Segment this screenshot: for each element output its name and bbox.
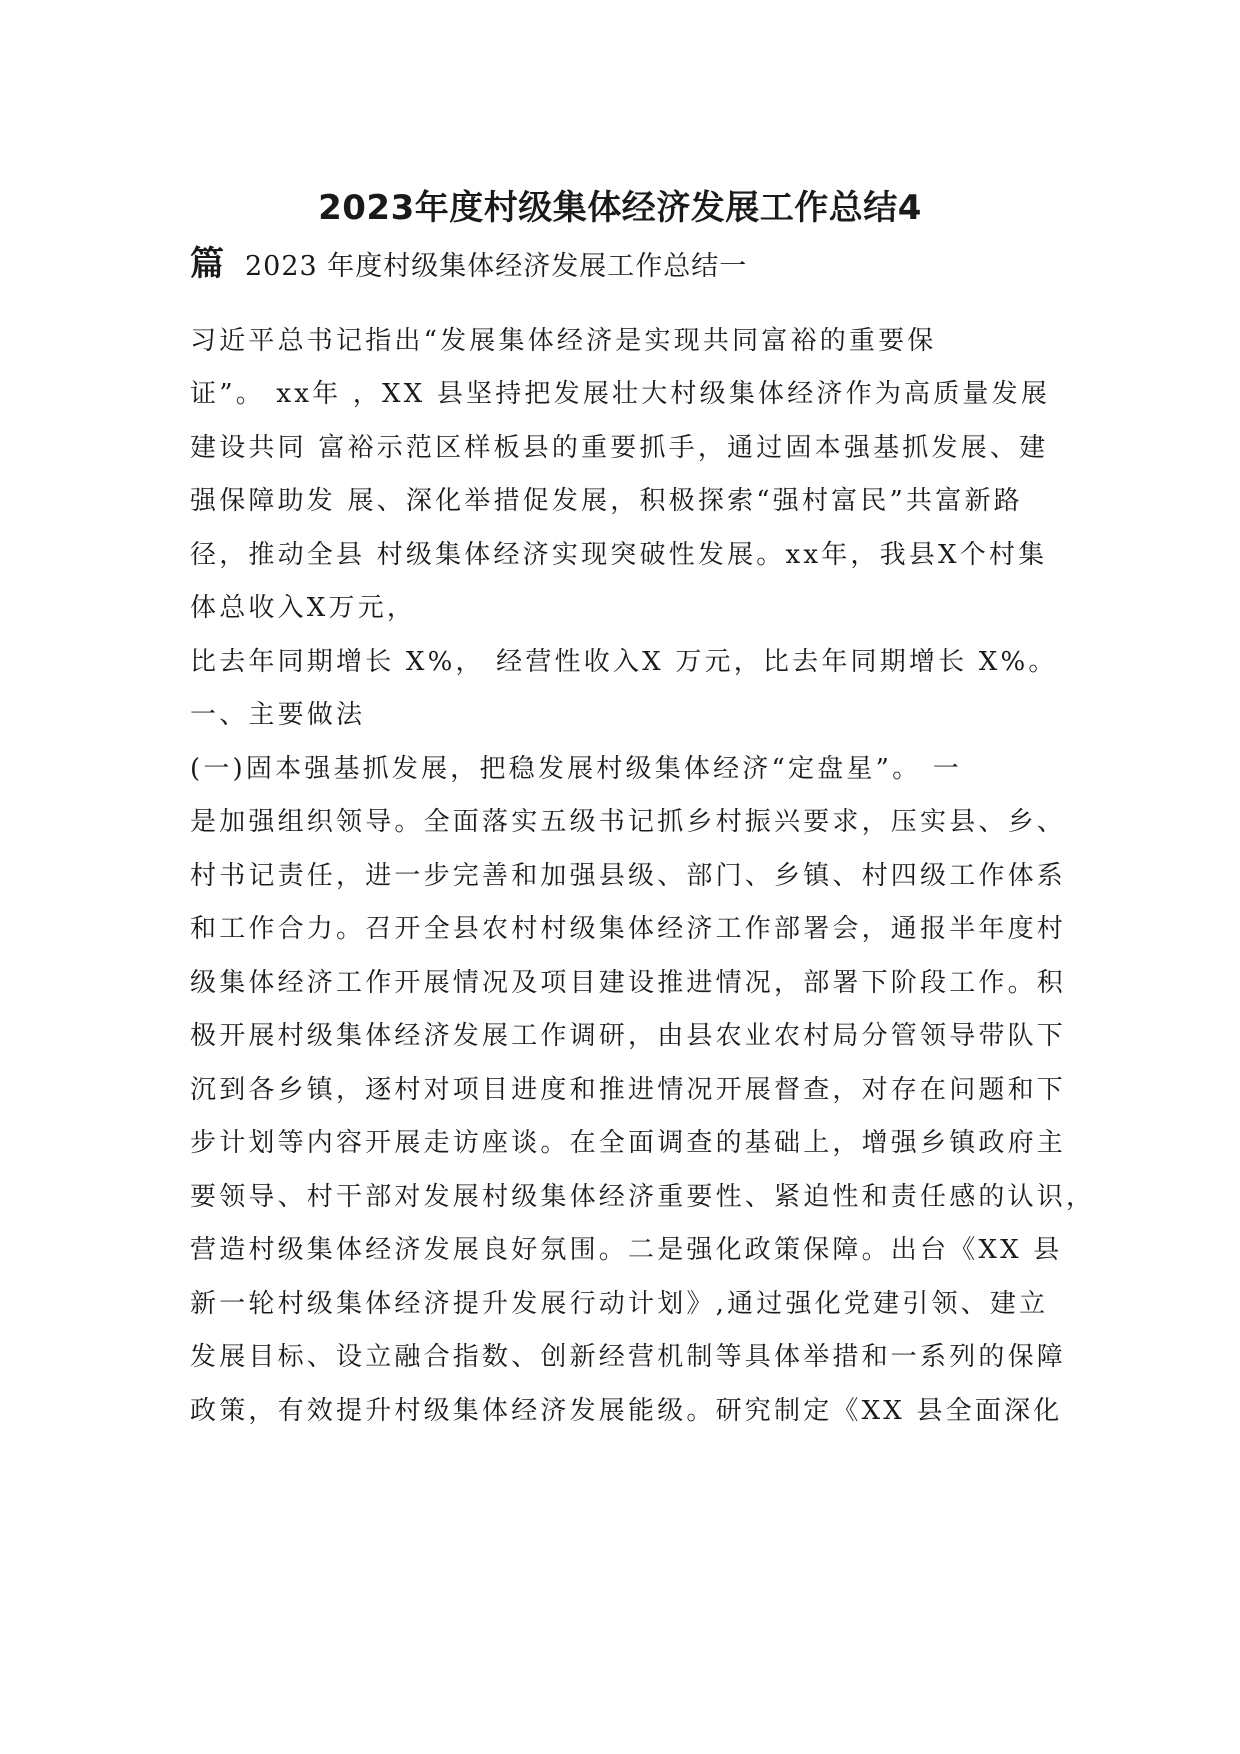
- body-line: 强保障助发 展、深化举措促发展，积极探索“强村富民”共富新路: [190, 486, 1023, 516]
- body-line: 步计划等内容开展走访座谈。在全面调查的基础上，增强乡镇政府主: [190, 1128, 1067, 1158]
- body-line: 和工作合力。召开全县农村村级集体经济工作部署会，通报半年度村: [190, 914, 1067, 944]
- body-line: 极开展村级集体经济发展工作调研，由县农业农村局分管领导带队下: [190, 1021, 1067, 1051]
- subtitle-prefix: 篇: [190, 244, 225, 284]
- body-line: 径，推动全县 村级集体经济实现突破性发展。xx年，我县X个村集: [190, 540, 1048, 570]
- body-line: 沉到各乡镇，逐村对项目进度和推进情况开展督查，对存在问题和下: [190, 1075, 1067, 1105]
- body-line: 习近平总书记指出“发展集体经济是实现共同富裕的重要保: [190, 326, 937, 356]
- body-line: 是加强组织领导。全面落实五级书记抓乡村振兴要求，压实县、乡、: [190, 807, 1067, 837]
- document-subtitle: [190, 244, 1090, 287]
- body-line: 政策，有效提升村级集体经济发展能级。研究制定《XX 县全面深化: [190, 1396, 1063, 1426]
- body-line: 建设共同 富裕示范区样板县的重要抓手，通过固本强基抓发展、建: [190, 433, 1049, 463]
- body-line: (一)固本强基抓发展，把稳发展村级集体经济“定盘星”。 一: [190, 754, 962, 784]
- body-line: 比去年同期增长 X%， 经营性收入X 万元，比去年同期增长 X%。: [190, 647, 1058, 677]
- subtitle-text: 2023 年度村级集体经济发展工作总结一: [245, 251, 748, 282]
- body-line: 证”。 xx年 ，XX 县坚持把发展壮大村级集体经济作为高质量发展: [190, 379, 1051, 409]
- body-line: 级集体经济工作开展情况及项目建设推进情况，部署下阶段工作。积: [190, 968, 1067, 998]
- body-line: 发展目标、设立融合指数、创新经营机制等具体举措和一系列的保障: [190, 1342, 1067, 1372]
- body-line: 一、主要做法: [190, 700, 366, 730]
- body-line: 营造村级集体经济发展良好氛围。二是强化政策保障。出台《XX 县: [190, 1235, 1063, 1265]
- body-line: 要领导、村干部对发展村级集体经济重要性、紧迫性和责任感的认识，: [190, 1182, 1096, 1212]
- body-line: 新一轮村级集体经济提升发展行动计划》,通过强化党建引领、建立: [190, 1289, 1049, 1319]
- body-line: 体总收入X万元，: [190, 593, 417, 623]
- document-title: 2023年度村级集体经济发展工作总结4: [318, 188, 922, 228]
- body-line: 村书记责任，进一步完善和加强县级、部门、乡镇、村四级工作体系: [190, 861, 1067, 891]
